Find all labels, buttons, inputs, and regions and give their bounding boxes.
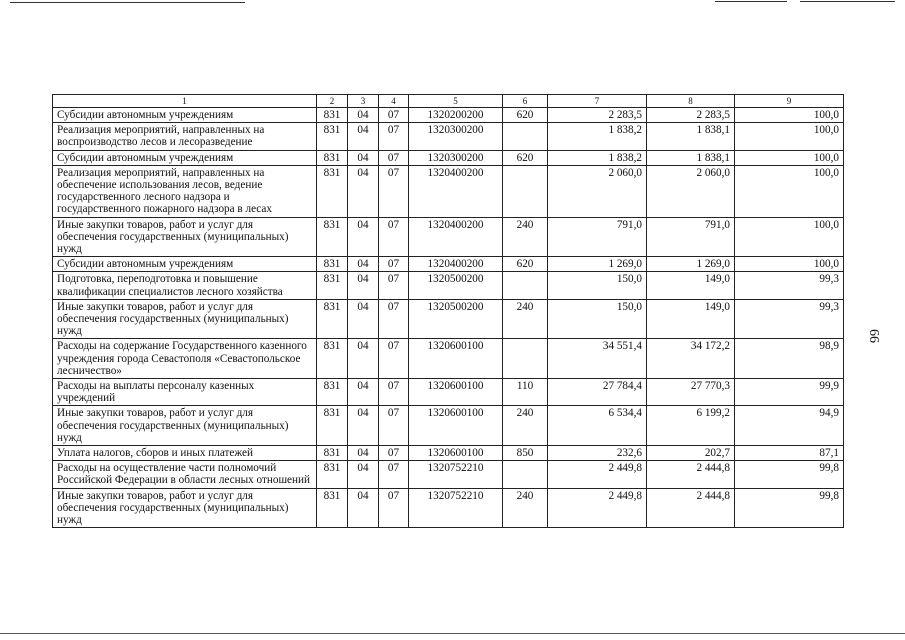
target-article-cell: 1320752210 — [409, 488, 503, 528]
kvsr-cell: 831 — [317, 379, 348, 406]
section-cell: 04 — [348, 379, 379, 406]
column-header: 9 — [735, 95, 844, 108]
execution-percent-cell: 100,0 — [735, 150, 844, 165]
table-row — [53, 379, 844, 406]
table-header-row — [53, 95, 844, 108]
kvsr-cell: 831 — [317, 299, 348, 339]
table-row — [53, 165, 844, 217]
subsection-cell: 07 — [379, 272, 409, 299]
row-name-cell: Иные закупки товаров, работ и услуг для обеспечения государственных (муниципальных) нужд — [53, 299, 317, 339]
kvsr-cell: 831 — [317, 446, 348, 461]
expense-type-cell — [503, 339, 548, 379]
table-row — [53, 257, 844, 272]
planned-amount-cell: 34 551,4 — [548, 339, 647, 379]
kvsr-cell: 831 — [317, 217, 348, 257]
column-header: 8 — [647, 95, 735, 108]
execution-percent-cell: 100,0 — [735, 165, 844, 217]
column-header: 5 — [409, 95, 503, 108]
planned-amount-cell: 791,0 — [548, 217, 647, 257]
target-article-cell: 1320600100 — [409, 446, 503, 461]
kvsr-cell: 831 — [317, 406, 348, 446]
scan-edge-line — [800, 1, 895, 2]
scan-edge-line — [10, 2, 245, 3]
subsection-cell: 07 — [379, 165, 409, 217]
subsection-cell: 07 — [379, 217, 409, 257]
table-row — [53, 108, 844, 123]
executed-amount-cell: 34 172,2 — [647, 339, 735, 379]
section-cell: 04 — [348, 446, 379, 461]
table-row — [53, 488, 844, 528]
subsection-cell: 07 — [379, 299, 409, 339]
section-cell: 04 — [348, 339, 379, 379]
subsection-cell: 07 — [379, 123, 409, 150]
execution-percent-cell: 87,1 — [735, 446, 844, 461]
scan-edge-line — [715, 1, 787, 2]
section-cell: 04 — [348, 488, 379, 528]
column-header: 3 — [348, 95, 379, 108]
planned-amount-cell: 6 534,4 — [548, 406, 647, 446]
target-article-cell: 1320400200 — [409, 257, 503, 272]
row-name-cell: Субсидии автономным учреждениям — [53, 257, 317, 272]
kvsr-cell: 831 — [317, 339, 348, 379]
execution-percent-cell: 99,8 — [735, 461, 844, 488]
execution-percent-cell: 100,0 — [735, 123, 844, 150]
column-header: 1 — [53, 95, 317, 108]
executed-amount-cell: 1 838,1 — [647, 150, 735, 165]
execution-percent-cell: 100,0 — [735, 217, 844, 257]
planned-amount-cell: 1 838,2 — [548, 123, 647, 150]
table-row — [53, 446, 844, 461]
executed-amount-cell: 1 269,0 — [647, 257, 735, 272]
target-article-cell: 1320300200 — [409, 150, 503, 165]
subsection-cell: 07 — [379, 257, 409, 272]
kvsr-cell: 831 — [317, 123, 348, 150]
target-article-cell: 1320500200 — [409, 299, 503, 339]
target-article-cell: 1320752210 — [409, 461, 503, 488]
planned-amount-cell: 150,0 — [548, 299, 647, 339]
executed-amount-cell: 149,0 — [647, 272, 735, 299]
table-row — [53, 461, 844, 488]
section-cell: 04 — [348, 165, 379, 217]
executed-amount-cell: 27 770,3 — [647, 379, 735, 406]
planned-amount-cell: 1 838,2 — [548, 150, 647, 165]
row-name-cell: Иные закупки товаров, работ и услуг для обеспечения государственных (муниципальных) нужд — [53, 488, 317, 528]
executed-amount-cell: 2 444,8 — [647, 461, 735, 488]
section-cell: 04 — [348, 299, 379, 339]
row-name-cell: Реализация мероприятий, направленных на обеспечение использования лесов, ведение государственного лесного надзора и государственного пожарного надзора в лесах — [53, 165, 317, 217]
column-header: 7 — [548, 95, 647, 108]
row-name-cell: Расходы на содержание Государственного казенного учреждения города Севастополя «Севастопольское лесничество» — [53, 339, 317, 379]
section-cell: 04 — [348, 150, 379, 165]
row-name-cell: Иные закупки товаров, работ и услуг для обеспечения государственных (муниципальных) нужд — [53, 406, 317, 446]
executed-amount-cell: 202,7 — [647, 446, 735, 461]
expense-type-cell: 620 — [503, 150, 548, 165]
executed-amount-cell: 791,0 — [647, 217, 735, 257]
section-cell: 04 — [348, 217, 379, 257]
subsection-cell: 07 — [379, 461, 409, 488]
row-name-cell: Реализация мероприятий, направленных на воспроизводство лесов и лесоразведение — [53, 123, 317, 150]
expense-type-cell: 240 — [503, 217, 548, 257]
column-header: 6 — [503, 95, 548, 108]
budget-table — [52, 94, 844, 528]
target-article-cell: 1320600100 — [409, 406, 503, 446]
row-name-cell: Уплата налогов, сборов и иных платежей — [53, 446, 317, 461]
section-cell: 04 — [348, 257, 379, 272]
row-name-cell: Расходы на выплаты персоналу казенных учреждений — [53, 379, 317, 406]
row-name-cell: Подготовка, переподготовка и повышение квалификации специалистов лесного хозяйства — [53, 272, 317, 299]
subsection-cell: 07 — [379, 150, 409, 165]
target-article-cell: 1320500200 — [409, 272, 503, 299]
execution-percent-cell: 99,9 — [735, 379, 844, 406]
kvsr-cell: 831 — [317, 165, 348, 217]
subsection-cell: 07 — [379, 339, 409, 379]
subsection-cell: 07 — [379, 446, 409, 461]
expense-type-cell — [503, 123, 548, 150]
target-article-cell: 1320200200 — [409, 108, 503, 123]
row-name-cell: Субсидии автономным учреждениям — [53, 108, 317, 123]
expense-type-cell: 240 — [503, 299, 548, 339]
page-number: 66 — [866, 329, 881, 343]
executed-amount-cell: 149,0 — [647, 299, 735, 339]
kvsr-cell: 831 — [317, 488, 348, 528]
section-cell: 04 — [348, 406, 379, 446]
subsection-cell: 07 — [379, 406, 409, 446]
executed-amount-cell: 6 199,2 — [647, 406, 735, 446]
expense-type-cell — [503, 461, 548, 488]
target-article-cell: 1320300200 — [409, 123, 503, 150]
kvsr-cell: 831 — [317, 108, 348, 123]
target-article-cell: 1320400200 — [409, 165, 503, 217]
target-article-cell: 1320600100 — [409, 339, 503, 379]
planned-amount-cell: 1 269,0 — [548, 257, 647, 272]
kvsr-cell: 831 — [317, 461, 348, 488]
column-header: 2 — [317, 95, 348, 108]
execution-percent-cell: 98,9 — [735, 339, 844, 379]
planned-amount-cell: 150,0 — [548, 272, 647, 299]
table-row — [53, 123, 844, 150]
expense-type-cell — [503, 165, 548, 217]
executed-amount-cell: 2 283,5 — [647, 108, 735, 123]
planned-amount-cell: 2 449,8 — [548, 461, 647, 488]
execution-percent-cell: 99,3 — [735, 299, 844, 339]
row-name-cell: Субсидии автономным учреждениям — [53, 150, 317, 165]
kvsr-cell: 831 — [317, 257, 348, 272]
table-row — [53, 217, 844, 257]
section-cell: 04 — [348, 123, 379, 150]
kvsr-cell: 831 — [317, 150, 348, 165]
expense-type-cell: 620 — [503, 108, 548, 123]
executed-amount-cell: 2 444,8 — [647, 488, 735, 528]
table-row — [53, 339, 844, 379]
expense-type-cell — [503, 272, 548, 299]
subsection-cell: 07 — [379, 108, 409, 123]
kvsr-cell: 831 — [317, 272, 348, 299]
scan-bottom-edge — [0, 633, 905, 634]
subsection-cell: 07 — [379, 379, 409, 406]
planned-amount-cell: 2 060,0 — [548, 165, 647, 217]
planned-amount-cell: 27 784,4 — [548, 379, 647, 406]
execution-percent-cell: 100,0 — [735, 108, 844, 123]
table-row — [53, 299, 844, 339]
expense-type-cell: 240 — [503, 406, 548, 446]
execution-percent-cell: 99,8 — [735, 488, 844, 528]
row-name-cell: Иные закупки товаров, работ и услуг для обеспечения государственных (муниципальных) нужд — [53, 217, 317, 257]
section-cell: 04 — [348, 272, 379, 299]
section-cell: 04 — [348, 108, 379, 123]
planned-amount-cell: 232,6 — [548, 446, 647, 461]
target-article-cell: 1320600100 — [409, 379, 503, 406]
execution-percent-cell: 94,9 — [735, 406, 844, 446]
row-name-cell: Расходы на осуществление части полномочий Российской Федерации в области лесных отношений — [53, 461, 317, 488]
planned-amount-cell: 2 283,5 — [548, 108, 647, 123]
table-row — [53, 150, 844, 165]
expense-type-cell: 620 — [503, 257, 548, 272]
execution-percent-cell: 99,3 — [735, 272, 844, 299]
column-header: 4 — [379, 95, 409, 108]
expense-type-cell: 110 — [503, 379, 548, 406]
target-article-cell: 1320400200 — [409, 217, 503, 257]
section-cell: 04 — [348, 461, 379, 488]
executed-amount-cell: 2 060,0 — [647, 165, 735, 217]
executed-amount-cell: 1 838,1 — [647, 123, 735, 150]
expense-type-cell: 850 — [503, 446, 548, 461]
table-row — [53, 406, 844, 446]
planned-amount-cell: 2 449,8 — [548, 488, 647, 528]
table-row — [53, 272, 844, 299]
expense-type-cell: 240 — [503, 488, 548, 528]
subsection-cell: 07 — [379, 488, 409, 528]
execution-percent-cell: 100,0 — [735, 257, 844, 272]
